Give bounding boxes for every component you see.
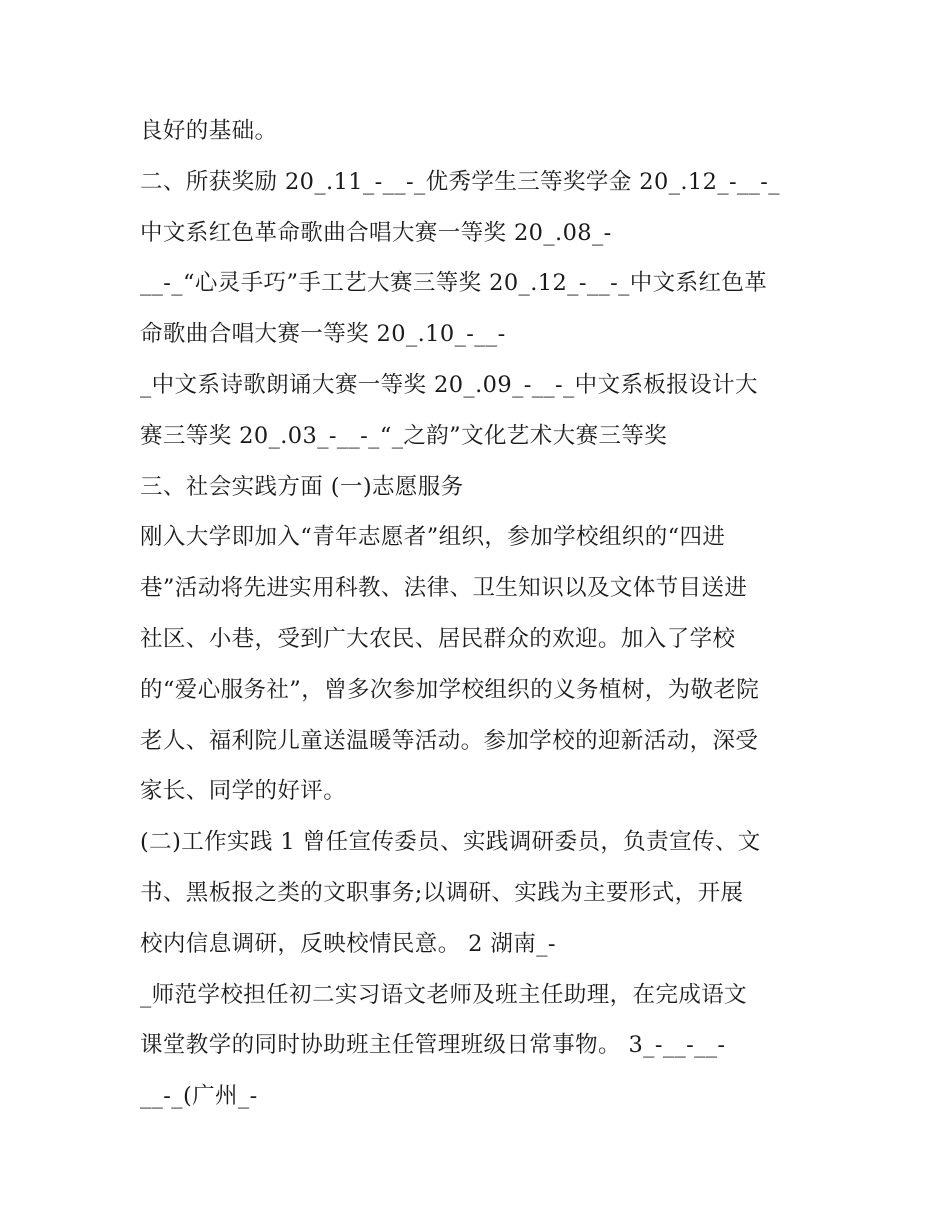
text-line: _师范学校担任初二实习语文老师及班主任助理，在完成语文 [140,981,748,1008]
text-line: 校内信息调研，反映校情民意。 2 湖南_- [140,930,556,957]
text-line: 老人、福利院儿童送温暖等活动。参加学校的迎新活动，深受 [140,727,759,754]
text-line: 中文系红色革命歌曲合唱大赛一等奖 20_.08_- [140,219,612,246]
text-line: 命歌曲合唱大赛一等奖 20_.10_-__- [140,321,506,348]
text-line: 课堂教学的同时协助班主任管理班级日常事物。 3_-__-__- [140,1032,726,1059]
text-line: __-_(广州_- [140,1083,258,1110]
text-line: 社区、小巷，受到广大农民、居民群众的欢迎。加入了学校 [140,625,736,652]
text-line: 良好的基础。 [140,118,278,144]
text-line: 赛三等奖 20_.03_-__-_“_之韵”文化艺术大赛三等奖 [140,422,668,449]
text-line: (二)工作实践 1 曾任宣传委员、实践调研委员，负责宣传、文 [140,829,761,856]
text-line: 的“爱心服务社”，曾多次参加学校组织的义务植树，为敬老院 [140,676,760,703]
text-line: 二、所获奖励 20_.11_-__-_优秀学生三等奖学金 20_.12_-__-_ [140,168,780,195]
text-line: _中文系诗歌朗诵大赛一等奖 20_.09_-__-_中文系板报设计大 [140,371,758,398]
text-line: 书、黑板报之类的文职事务;以调研、实践为主要形式，开展 [140,879,744,906]
text-line: 巷”活动将先进实用科教、法律、卫生知识以及文体节目送进 [140,575,748,602]
section-heading: 三、社会实践方面 (一)志愿服务 [140,473,464,500]
text-line: 家长、同学的好评。 [140,778,347,805]
document-body [140,106,820,1122]
text-line: 刚入大学即加入“青年志愿者”组织，参加学校组织的“四进 [140,524,726,551]
text-line: __-_“心灵手巧”手工艺大赛三等奖 20_.12_-__-_中文系红色革 [140,270,768,297]
